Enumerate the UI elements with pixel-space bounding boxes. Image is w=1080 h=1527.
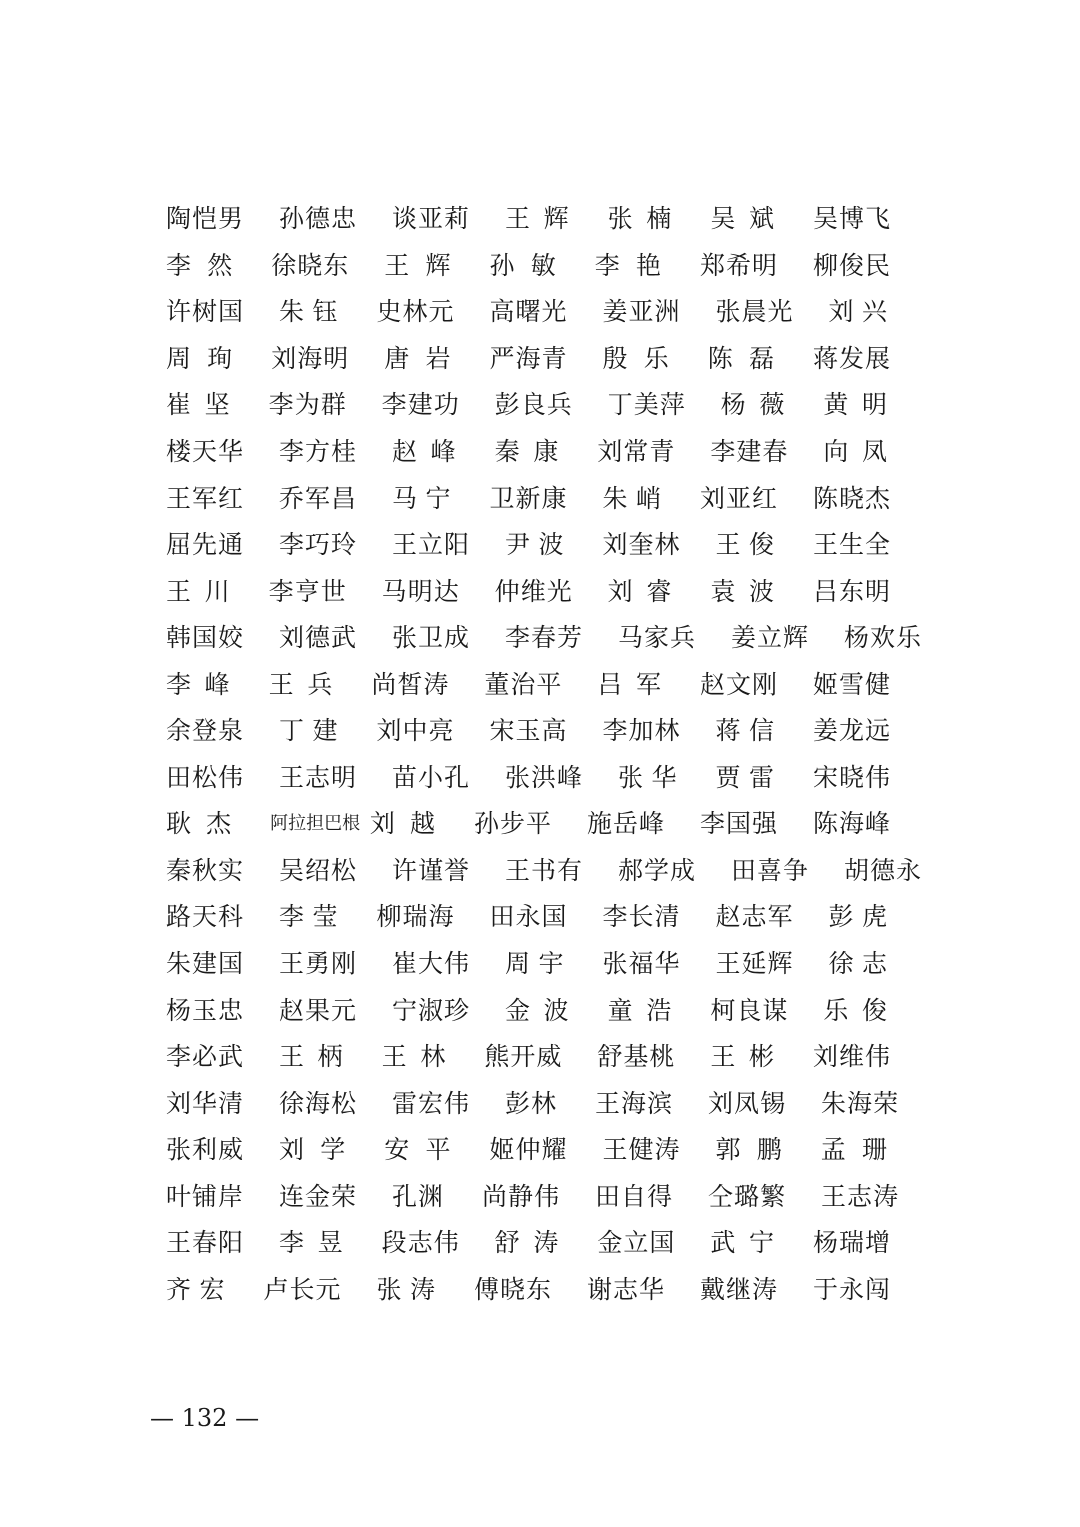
name-cell: 王 辉 <box>505 204 570 234</box>
name-row <box>166 1034 926 1081</box>
name-cell: 蒋 发 展 <box>813 343 892 373</box>
name-cell: 吕 军 <box>597 669 663 699</box>
name-row <box>166 848 926 895</box>
name-cell: 袁 波 <box>710 576 776 606</box>
name-cell: 王 兵 <box>268 669 334 699</box>
name-cell: 安 平 <box>384 1135 452 1165</box>
name-cell: 李 昱 <box>279 1228 344 1258</box>
name-cell: 吴 斌 <box>710 204 776 234</box>
name-cell: 杨 瑞 增 <box>813 1228 892 1258</box>
name-cell: 王 川 <box>166 576 231 606</box>
name-cell: 柳 俊 民 <box>813 250 892 280</box>
name-cell: 马 家 兵 <box>618 623 697 653</box>
name-cell: 王 林 <box>381 1042 447 1072</box>
name-cell: 孟 珊 <box>820 1135 888 1165</box>
name-cell: 阿拉担巴根 <box>270 813 361 835</box>
name-cell: 刘 睿 <box>607 576 673 606</box>
name-cell: 张 洪 峰 <box>505 762 584 792</box>
name-cell: 李 峰 <box>166 669 231 699</box>
name-row <box>166 522 926 569</box>
name-cell: 秦 秋 实 <box>166 855 245 885</box>
name-cell: 耿 杰 <box>166 809 233 839</box>
name-cell: 徐 海 松 <box>279 1088 358 1118</box>
name-cell: 姜 立 辉 <box>731 623 810 653</box>
name-cell: 宋 玉 高 <box>489 716 568 746</box>
name-cell: 宋 晓 伟 <box>813 762 892 792</box>
name-cell: 李 必 武 <box>166 1042 245 1072</box>
name-cell: 于 永 闯 <box>813 1274 892 1304</box>
page-number: — 132 — <box>150 1404 260 1432</box>
name-cell: 王 勇 刚 <box>279 949 358 979</box>
name-cell: 陶 恺 男 <box>166 204 245 234</box>
name-row <box>166 708 926 755</box>
name-cell: 楼 天 华 <box>166 437 245 466</box>
name-cell: 马 明 达 <box>381 576 460 606</box>
name-row <box>166 1173 926 1220</box>
name-cell: 刘 华 清 <box>166 1088 245 1118</box>
name-cell: 童 浩 <box>607 995 673 1025</box>
name-cell: 马 宁 <box>392 483 452 513</box>
name-cell: 王 生 全 <box>813 530 892 560</box>
name-row <box>166 661 926 708</box>
name-cell: 唐 岩 <box>384 343 452 373</box>
name-cell: 姜 亚 洲 <box>602 297 681 327</box>
name-cell: 史 林 元 <box>376 297 455 327</box>
name-cell: 李 加 林 <box>602 716 681 746</box>
name-cell: 彭 林 <box>505 1088 558 1118</box>
name-row <box>166 755 926 802</box>
name-cell: 尚 皙 涛 <box>371 669 450 699</box>
name-cell: 刘 海 明 <box>271 343 350 373</box>
name-cell: 路 天 科 <box>166 902 245 932</box>
name-cell: 乐 俊 <box>823 995 889 1025</box>
name-cell: 徐 晓 东 <box>271 250 350 280</box>
name-cell: 金 波 <box>505 995 570 1025</box>
name-cell: 吴 博 飞 <box>813 204 892 234</box>
name-cell: 杨 薇 <box>720 390 786 420</box>
name-cell: 崔 大 伟 <box>392 949 471 979</box>
name-cell: 朱 建 国 <box>166 949 245 979</box>
name-cell: 孙 敏 <box>489 250 557 280</box>
name-cell: 刘 亚 红 <box>700 483 779 513</box>
name-cell: 李 然 <box>166 250 234 280</box>
name-cell: 韩 国 姣 <box>166 623 245 653</box>
name-row <box>166 382 926 429</box>
name-cell: 田 自 得 <box>595 1181 674 1211</box>
name-cell: 李 建 春 <box>710 437 789 466</box>
name-cell: 仲 维 光 <box>494 576 573 606</box>
name-cell: 秦 康 <box>494 437 560 466</box>
name-cell: 彭 虎 <box>828 902 888 932</box>
name-cell: 赵 果 元 <box>279 995 358 1025</box>
name-cell: 郑 希 明 <box>700 250 779 280</box>
name-cell: 吴 绍 松 <box>279 855 358 885</box>
name-cell: 陈 海 峰 <box>813 809 892 839</box>
name-cell: 王 春 阳 <box>166 1228 245 1258</box>
name-cell: 孙 步 平 <box>474 809 553 839</box>
name-cell: 刘 奎 林 <box>602 530 681 560</box>
name-cell: 李 春 芳 <box>505 623 584 653</box>
name-cell: 贾 雷 <box>715 762 775 792</box>
name-cell: 王 志 涛 <box>821 1181 900 1211</box>
name-row <box>166 941 926 988</box>
name-row <box>166 894 926 941</box>
name-cell: 舒 涛 <box>494 1228 560 1258</box>
name-cell: 叶 铺 岸 <box>166 1181 245 1211</box>
name-cell: 姬 仲 耀 <box>489 1135 568 1165</box>
name-row <box>166 1127 926 1174</box>
name-cell: 仝 璐 繁 <box>708 1181 787 1211</box>
name-cell: 张 卫 成 <box>392 623 471 653</box>
name-cell: 王 延 辉 <box>715 949 794 979</box>
name-cell: 李 为 群 <box>268 390 347 420</box>
name-cell: 谈 亚 莉 <box>392 204 471 234</box>
name-cell: 张 华 <box>618 762 678 792</box>
name-cell: 雷 宏 伟 <box>392 1088 471 1118</box>
name-cell: 张 楠 <box>607 204 673 234</box>
name-cell: 张 福 华 <box>602 949 681 979</box>
name-cell: 孔 渊 <box>392 1181 445 1211</box>
name-cell: 傅 晓 东 <box>474 1274 553 1304</box>
name-cell: 李 巧 玲 <box>279 530 358 560</box>
name-cell: 柯 良 谋 <box>710 995 789 1025</box>
name-cell: 刘 常 青 <box>597 437 676 466</box>
names-grid <box>166 196 926 1313</box>
name-cell: 田 喜 争 <box>731 855 810 885</box>
name-cell: 张 利 威 <box>166 1135 245 1165</box>
name-row <box>166 1267 926 1314</box>
name-cell: 屈 先 通 <box>166 530 245 560</box>
name-cell: 谢 志 华 <box>587 1274 666 1304</box>
name-row <box>166 336 926 383</box>
name-cell: 王 彬 <box>710 1042 776 1072</box>
name-row <box>166 1080 926 1127</box>
name-cell: 郭 鹏 <box>715 1135 783 1165</box>
name-row <box>166 1220 926 1267</box>
name-cell: 孙 德 忠 <box>279 204 358 234</box>
name-cell: 黄 明 <box>823 390 889 420</box>
name-cell: 周 珣 <box>166 343 234 373</box>
name-cell: 乔 军 昌 <box>279 483 358 513</box>
name-cell: 殷 乐 <box>602 343 670 373</box>
name-cell: 段 志 伟 <box>381 1228 460 1258</box>
name-cell: 刘 维 伟 <box>813 1042 892 1072</box>
name-cell: 李 建 功 <box>381 390 460 420</box>
name-row <box>166 289 926 336</box>
name-cell: 李 艳 <box>594 250 662 280</box>
name-cell: 施 岳 峰 <box>587 809 666 839</box>
name-cell: 苗 小 孔 <box>392 762 471 792</box>
name-row <box>166 987 926 1034</box>
name-cell: 崔 坚 <box>166 390 231 420</box>
name-cell: 柳 瑞 海 <box>376 902 455 932</box>
name-row <box>166 801 926 848</box>
name-cell: 武 宁 <box>710 1228 776 1258</box>
name-cell: 朱 钰 <box>279 297 339 327</box>
name-cell: 余 登 泉 <box>166 716 245 746</box>
name-cell: 陈 磊 <box>707 343 775 373</box>
name-cell: 田 松 伟 <box>166 762 245 792</box>
name-cell: 杨 玉 忠 <box>166 995 245 1025</box>
name-cell: 王 书 有 <box>505 855 584 885</box>
name-cell: 李 莹 <box>279 902 339 932</box>
name-cell: 徐 志 <box>828 949 888 979</box>
name-cell: 许 谨 誉 <box>392 855 471 885</box>
name-cell: 郝 学 成 <box>618 855 697 885</box>
name-cell: 丁 建 <box>279 716 339 746</box>
name-cell: 王 海 滨 <box>595 1088 674 1118</box>
name-cell: 刘 凤 锡 <box>708 1088 787 1118</box>
name-cell: 王 柄 <box>279 1042 344 1072</box>
name-cell: 杨 欢 乐 <box>844 623 923 653</box>
name-cell: 尹 波 <box>505 530 565 560</box>
name-row <box>166 475 926 522</box>
name-cell: 宁 淑 珍 <box>392 995 471 1025</box>
name-cell: 刘 学 <box>279 1135 347 1165</box>
name-cell: 金 立 国 <box>597 1228 676 1258</box>
name-cell: 朱 峭 <box>602 483 662 513</box>
name-cell: 向 凤 <box>823 437 889 466</box>
name-cell: 尚 静 伟 <box>482 1181 561 1211</box>
name-cell: 朱 海 荣 <box>821 1088 900 1118</box>
name-cell: 李 长 清 <box>602 902 681 932</box>
name-cell: 蒋 信 <box>715 716 775 746</box>
name-cell: 张 涛 <box>376 1274 436 1304</box>
name-cell: 齐 宏 <box>166 1274 226 1304</box>
name-cell: 连 金 荣 <box>279 1181 358 1211</box>
name-row <box>166 615 926 662</box>
name-cell: 李 方 桂 <box>279 437 358 466</box>
name-cell: 姜 龙 远 <box>813 716 892 746</box>
name-cell: 熊 开 威 <box>484 1042 563 1072</box>
name-cell: 田 永 国 <box>489 902 568 932</box>
name-cell: 张 晨 光 <box>715 297 794 327</box>
name-cell: 丁 美 萍 <box>607 390 686 420</box>
name-cell: 舒 基 桃 <box>597 1042 676 1072</box>
name-cell: 刘 越 <box>369 809 436 839</box>
name-cell: 陈 晓 杰 <box>813 483 892 513</box>
name-cell: 王 俊 <box>715 530 775 560</box>
name-cell: 吕 东 明 <box>813 576 892 606</box>
name-cell: 严 海 青 <box>489 343 568 373</box>
name-cell: 周 宇 <box>505 949 565 979</box>
name-cell: 李 国 强 <box>700 809 779 839</box>
name-row <box>166 243 926 290</box>
name-cell: 胡 德 永 <box>844 855 923 885</box>
name-cell: 王 军 红 <box>166 483 245 513</box>
name-cell: 刘 兴 <box>828 297 888 327</box>
name-cell: 刘 中 亮 <box>376 716 455 746</box>
name-cell: 卫 新 康 <box>489 483 568 513</box>
name-row <box>166 196 926 243</box>
name-row <box>166 568 926 615</box>
name-cell: 卢 长 元 <box>263 1274 342 1304</box>
name-row <box>166 429 926 476</box>
name-cell: 王 志 明 <box>279 762 358 792</box>
name-cell: 戴 继 涛 <box>700 1274 779 1304</box>
name-cell: 彭 良 兵 <box>494 390 573 420</box>
name-cell: 姬 雪 健 <box>813 669 892 699</box>
name-cell: 董 治 平 <box>484 669 563 699</box>
name-cell: 王 辉 <box>384 250 452 280</box>
name-cell: 刘 德 武 <box>279 623 358 653</box>
name-cell: 王 立 阳 <box>392 530 471 560</box>
name-cell: 高 曙 光 <box>489 297 568 327</box>
name-cell: 赵 文 刚 <box>700 669 779 699</box>
name-cell: 王 健 涛 <box>602 1135 681 1165</box>
name-cell: 许 树 国 <box>166 297 245 327</box>
name-cell: 赵 峰 <box>392 437 457 466</box>
name-cell: 赵 志 军 <box>715 902 794 932</box>
name-cell: 李 亨 世 <box>268 576 347 606</box>
